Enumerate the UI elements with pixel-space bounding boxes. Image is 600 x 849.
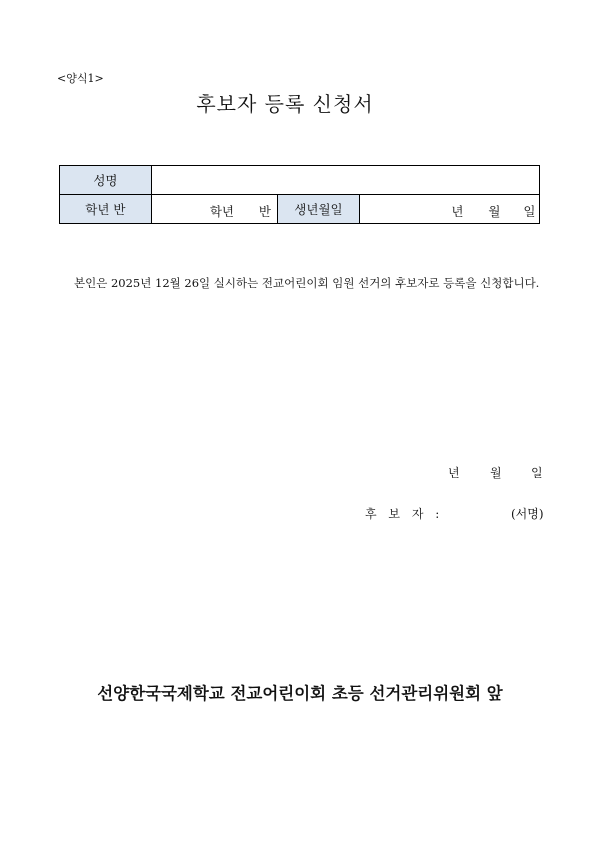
grade-class-label: 학년 반 [60, 195, 152, 224]
class-unit: 반 [258, 204, 271, 219]
document-title [0, 88, 600, 117]
application-statement: 본인은 2025년 12월 26일 실시하는 전교어린이회 임원 선거의 후보자로 등록을 신청합니다. [74, 276, 540, 290]
form-number: <양식1> [57, 72, 104, 85]
name-row [60, 166, 540, 195]
addressee: 선양한국국제학교 전교어린이회 초등 선거관리위원회 앞 [97, 684, 503, 703]
signature-mark: (서명) [511, 507, 544, 521]
grade-birth-row [60, 195, 540, 224]
grade-unit: 학년 [209, 204, 234, 219]
sign-day-unit: 일 [531, 466, 543, 480]
grade-class-field[interactable] [151, 195, 277, 224]
name-field[interactable] [151, 166, 539, 195]
candidate-label: 후 보 자 : [365, 507, 444, 521]
birth-month-unit: 월 [488, 204, 501, 219]
birthdate-label: 생년월일 [277, 195, 360, 224]
birth-year-unit: 년 [451, 204, 464, 219]
applicant-info-table [59, 165, 540, 224]
name-label: 성명 [60, 166, 152, 195]
document-title-text: 후보자 등록 신청서 [196, 92, 374, 116]
birth-day-unit: 일 [523, 204, 536, 219]
sign-month-unit: 월 [490, 466, 502, 480]
birthdate-field[interactable] [360, 195, 540, 224]
sign-year-unit: 년 [448, 466, 460, 480]
